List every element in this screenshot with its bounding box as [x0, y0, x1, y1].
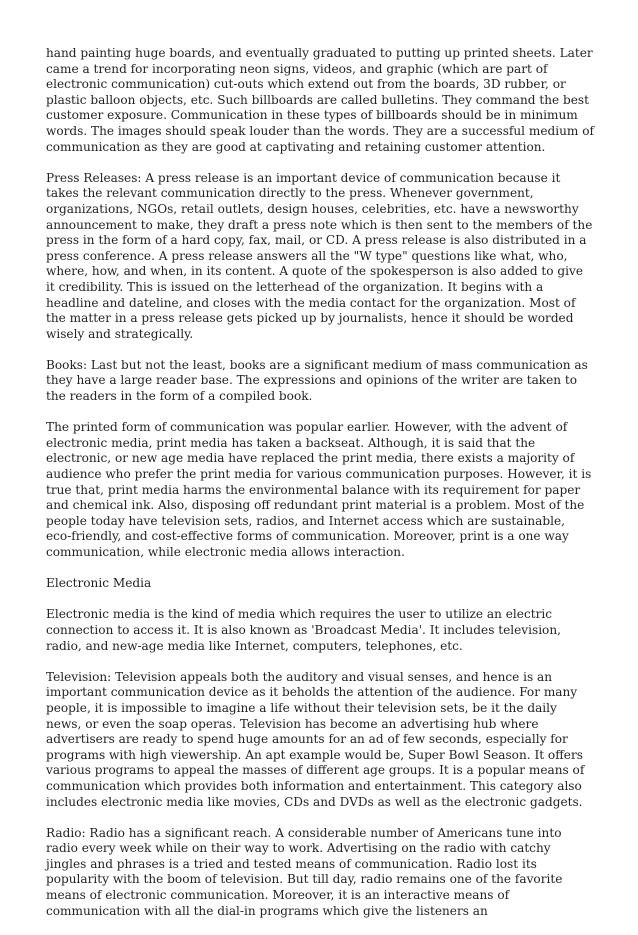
paragraph-print-summary: The printed form of communication was popular earlier. However, with the advent of electronic media, print media has taken a backseat. Although, it is said that the electronic, or new age media have replaced the print media, there exists a majority of audience who prefer the print media for various communication purposes. However, it is true that, print media harms the environmental balance with its requirement for paper and chemical ink. Also, disposing off redundant print material is a problem. Most of the people today have television sets, radios, and Internet access which are sustainable, eco-friendly, and cost-effective forms of communication. Moreover, print is a one way communication, while electronic media allows interaction. — [46, 420, 592, 559]
paragraph-billboards: hand painting huge boards, and eventually graduated to putting up printed sheets. Later came a trend for incorporating neon signs, videos, and graphic (which are part of electronic communication) cut-outs which extend out from the boards, 3D rubber, or plastic balloon objects, etc. Such billboards are called bulletins. They command the best customer exposure. Communication in these types of billboards should be in minimum words. The images should speak louder than the words. They are a successful medium of communication as they are good at captivating and retaining customer attention. — [46, 46, 594, 154]
section-heading-electronic-media: Electronic Media — [46, 576, 152, 591]
paragraph-radio: Radio: Radio has a significant reach. A considerable number of Americans tune into radio every week while on their way to work. Advertising on the radio with catchy jingles and phrases is a tried and tested means of communication. Radio lost its popularity with the boom of television. But till day, radio remains one of the favorite means of electronic communication. Moreover, it is an interactive means of communication with all the dial-in programs which give the listeners an — [46, 825, 563, 918]
paragraph-press-releases: Press Releases: A press release is an important device of communication because it takes the relevant communication directly to the press. Whenever government, organizations, NGOs, retail outlets, design houses, celebrities, etc. have a newsworthy announcement to make, they draft a press note which is then sent to the members of the press in the form of a hard copy, fax, mail, or CD. A press release is also distributed in a press conference. A press release answers all the "W type" questions like what, who, where, how, and when, in its content. A quote of the spokesperson is also added to give it credibility. This is issued on the letterhead of the organization. It begins with a headline and dateline, and closes with the media contact for the organization. Most of the matter in a press release gets picked up by journalists, hence it should be worded wisely and strategically. — [46, 170, 593, 341]
document-page — [46, 46, 594, 935]
paragraph-television: Television: Television appeals both the auditory and visual senses, and hence is an important communication device as it beholds the attention of the audience. For many people, it is impossible to imagine a life without their television sets, be it the daily news, or even the soap operas. Television has become an advertising hub where advertisers are ready to spend huge amounts for an ad of few seconds, especially for programs with high viewership. An apt example would be, Super Bowl Season. It offers various programs to appeal the masses of different age groups. It is a popular means of communication which provides both information and entertainment. This category also includes electronic media like movies, CDs and DVDs as well as the electronic gadgets. — [46, 669, 585, 809]
paragraph-books: Books: Last but not the least, books are a significant medium of mass communication as they have a large reader base. The expressions and opinions of the writer are taken to the readers in the form of a compiled book. — [46, 357, 588, 404]
paragraph-electronic-media-intro: Electronic media is the kind of media which requires the user to utilize an electric connection to access it. It is also known as 'Broadcast Media'. It includes television, radio, and new-age media like Internet, computers, telephones, etc. — [46, 607, 561, 653]
